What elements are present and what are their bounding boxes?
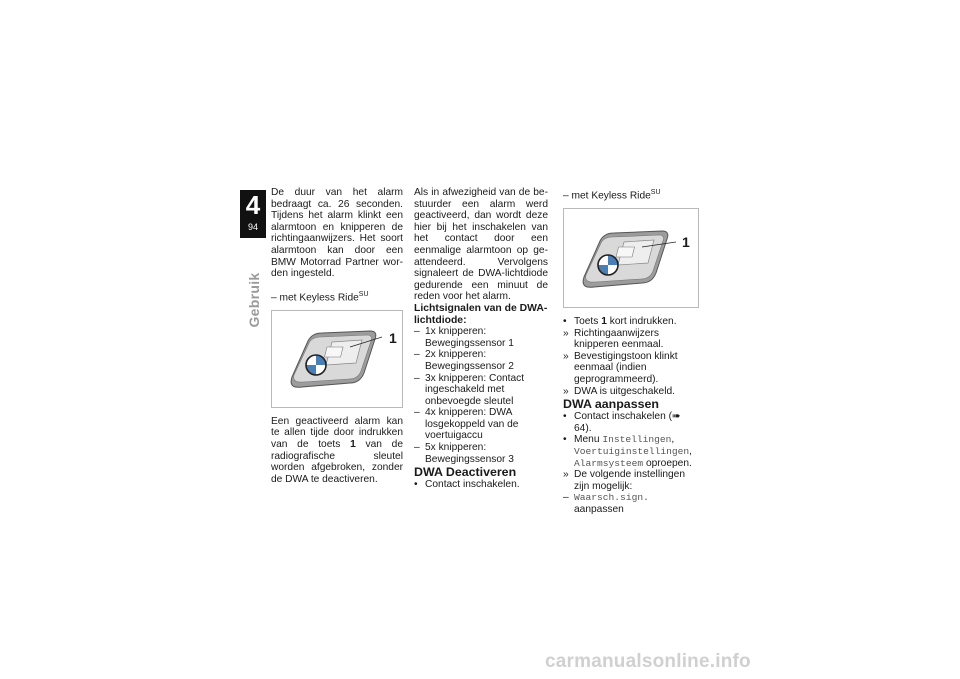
list-item: • Toets 1 kort indrukken. — [563, 315, 677, 327]
light-signals-heading: Lichtsignalen van de DWA-lichtdiode: — [414, 302, 548, 326]
list-item: – Waarsch.sign. aanpassen — [563, 492, 649, 515]
list-item: – 5x knipperen: Bewegingssensor 3 — [414, 442, 514, 465]
alarm-recall-text: Als in afwezigheid van de bestuurder een alarm werd geactiveerd, dan wordt deze hier bij het inschakelen van het contact door een eenmalige alarmtoon op geattendeerd. Vervolgens signaleert de DWA-lichtdiode gedurende een minuut de reden voor het alarm. — [414, 187, 548, 303]
column-3 — [563, 187, 699, 515]
key-fob-figure — [271, 310, 403, 408]
figure-label-1: 1 — [682, 233, 690, 250]
alarm-duration-text: De duur van het alarm bedraagt ca. 26 seconden. Tijdens het alarm klinkt een alarmtoon en knipperen de richtingaanwijzers. Het soort alarmtoon kan door een BMW Motorrad Partner worden ingesteld. — [271, 187, 403, 280]
figure-label-1: 1 — [389, 329, 397, 346]
keyless-label: met Keyless Ride — [279, 292, 359, 304]
keyless-ride-note: – met Keyless Ride$^{SU}$ — [563, 189, 661, 202]
deactivate-steps — [563, 316, 699, 397]
list-item: – 2x knipperen: Bewegingssensor 2 — [414, 349, 514, 372]
key-fob-image — [564, 209, 698, 305]
list-item: » De volgende instellingen zijn mogelijk: — [563, 469, 686, 492]
watermark: carmanualsonline.info — [545, 651, 751, 672]
list-item: » Richtingaanwijzers knipperen eenmaal. — [563, 327, 664, 351]
chapter-tab — [240, 190, 266, 238]
list-item: – 3x knipperen: Contact ingeschakeld met onbevoegde sleutel — [414, 372, 525, 407]
page-ref-arrow-icon: ➠ — [671, 411, 681, 423]
key-number: 1 — [601, 315, 607, 327]
keyless-dash: – — [271, 292, 277, 304]
light-signals-list — [414, 326, 548, 465]
list-item: • Menu Instellingen, Voertuiginstellingen, Alarmsysteem oproepen. — [563, 434, 692, 469]
list-item: • Contact inschakelen (➠ 64). — [563, 411, 681, 434]
section-title: Gebruik — [246, 272, 262, 328]
keyless-ride-note — [271, 289, 403, 304]
column-1 — [271, 187, 403, 485]
list-item: » Bevestigingstoon klinkt eenmaal (indien geprogrammeerd). — [563, 350, 678, 385]
alarm-cancel-text: Een geactiveerd alarm kan te allen tijde door indrukken van de toets 1 van de radiografische sleutel worden afgebroken, zonder de DWA te deactiveren. — [271, 415, 403, 485]
list-item: – 1x knipperen: Bewegingssensor 1 — [414, 326, 514, 349]
key-fob-figure — [563, 208, 699, 308]
deactivate-heading: DWA Deactiveren — [414, 465, 517, 480]
list-item: • Contact inschakelen. — [414, 479, 520, 491]
key-fob-image — [272, 311, 402, 405]
list-item: » DWA is uitgeschakeld. — [563, 385, 675, 397]
chapter-number: 4 — [245, 190, 261, 220]
column-2 — [414, 187, 548, 491]
list-item: – 4x knipperen: DWA losgekoppeld van de voertuigaccu — [414, 407, 519, 442]
key-number: 1 — [350, 438, 356, 450]
adjust-heading: DWA aanpassen — [563, 397, 659, 412]
page-ref: 64). — [574, 422, 592, 434]
page-number: 94 — [247, 222, 258, 232]
keyless-sup: SU — [358, 290, 369, 298]
